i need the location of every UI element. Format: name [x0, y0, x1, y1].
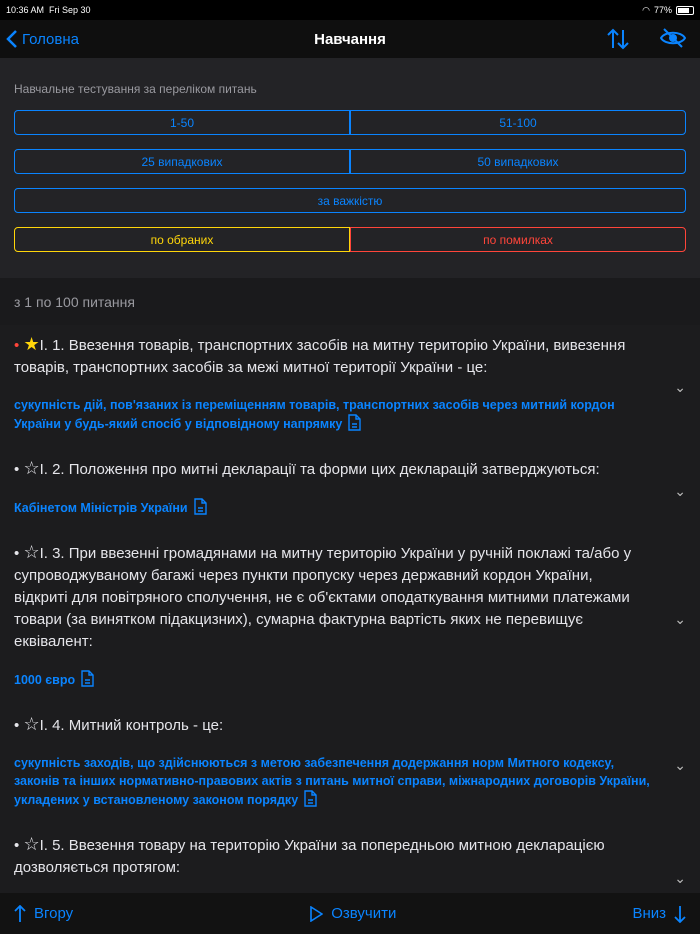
scroll-up-label: Вгору — [34, 905, 74, 922]
bottom-toolbar — [0, 893, 700, 934]
chevron-down-icon[interactable]: ⌄ — [674, 870, 686, 886]
status-date: Fri Sep 30 — [49, 5, 91, 15]
document-icon[interactable] — [348, 414, 361, 431]
chevron-down-icon[interactable]: ⌄ — [674, 611, 686, 627]
answer-text: сукупність дій, пов'язаних із переміщенням товарів, транспортних засобів через митний кордон України у будь-який спосіб у відповідному напрямку — [14, 398, 615, 431]
sort-arrows-icon[interactable] — [606, 28, 630, 50]
list-item[interactable] — [0, 705, 700, 809]
question-text: I. 1. Ввезення товарів, транспортних засобів на митну територію України, вивезення товарів, транспортних засобів за межі митної території України - це: — [14, 337, 626, 376]
by-difficulty-button[interactable]: за важкістю — [14, 188, 686, 213]
status-time: 10:36 AM — [6, 5, 45, 15]
question-text: I. 5. Ввезення товару на територію України за попередньою митною декларацією дозволяється протягом: — [14, 837, 605, 876]
wifi-icon: ◠ — [642, 4, 650, 15]
list-item[interactable] — [0, 325, 700, 433]
bullet: • — [14, 337, 20, 354]
page-title: Навчання — [314, 30, 386, 48]
list-item[interactable] — [0, 825, 700, 893]
range-1-50-button[interactable]: 1-50 — [14, 110, 350, 135]
speak-label: Озвучити — [331, 905, 397, 922]
bullet: • — [14, 837, 20, 854]
star-filled-icon[interactable]: ★ — [23, 334, 40, 354]
question-text: I. 2. Положення про митні декларації та форми цих декларацій затверджуються: — [39, 461, 600, 478]
chevron-down-icon[interactable]: ⌄ — [674, 379, 686, 395]
question-text: I. 4. Митний контроль - це: — [39, 717, 224, 734]
bullet: • — [14, 717, 20, 734]
status-bar — [0, 0, 700, 20]
play-icon — [309, 906, 323, 922]
back-button[interactable] — [6, 29, 79, 49]
arrow-down-icon — [674, 905, 686, 923]
scroll-down-label: Вниз — [632, 905, 666, 922]
scroll-down-button[interactable] — [632, 905, 686, 923]
document-icon[interactable] — [304, 790, 317, 807]
document-icon[interactable] — [194, 498, 207, 515]
favorites-button[interactable]: по обраних — [14, 227, 350, 252]
chevron-down-icon[interactable]: ⌄ — [674, 757, 686, 773]
question-text: I. 3. При ввезенні громадянами на митну територію України у ручній поклажі та/або у супроводжуваному багажі через пункти пропуску через державний кордон України, відкриті для повітряного сполучення, не є об'єктами оподаткування митними платежами товари (за винятком підакцизних), сумарна фактурна вартість яких не перевищує еквівалент: — [14, 545, 632, 650]
chevron-down-icon[interactable]: ⌄ — [674, 483, 686, 499]
question-list[interactable] — [0, 325, 700, 893]
bullet: • — [14, 545, 20, 562]
back-label: Головна — [22, 30, 79, 48]
battery-icon — [676, 6, 694, 15]
star-outline-icon[interactable]: ☆ — [23, 834, 40, 854]
chevron-left-icon — [6, 29, 18, 49]
battery-percent: 77% — [653, 5, 672, 15]
document-icon[interactable] — [81, 670, 94, 687]
scroll-up-button[interactable] — [14, 905, 73, 923]
bullet: • — [14, 461, 20, 478]
speak-button[interactable] — [309, 905, 396, 922]
panel-caption: Навчальне тестування за переліком питань — [14, 82, 257, 96]
errors-button[interactable]: по помилках — [350, 227, 686, 252]
nav-bar — [0, 20, 700, 58]
range-51-100-button[interactable]: 51-100 — [350, 110, 686, 135]
list-item[interactable] — [0, 533, 700, 689]
random-25-button[interactable]: 25 випадкових — [14, 149, 350, 174]
list-item[interactable] — [0, 449, 700, 517]
star-outline-icon[interactable]: ☆ — [23, 458, 40, 478]
random-50-button[interactable]: 50 випадкових — [350, 149, 686, 174]
answer-text: 1000 євро — [14, 673, 76, 687]
arrow-up-icon — [14, 905, 26, 923]
star-outline-icon[interactable]: ☆ — [23, 714, 40, 734]
star-outline-icon[interactable]: ☆ — [23, 542, 40, 562]
answer-text: сукупність заходів, що здійснюються з метою забезпечення додержання норм Митного кодексу, законів та інших нормативно-правових актів з питань митної справи, міжнародних договорів України, укладених у встановленому законом порядку — [14, 756, 650, 807]
answer-text: Кабінетом Міністрів України — [14, 501, 188, 515]
eye-slash-icon[interactable] — [660, 28, 686, 48]
section-header: з 1 по 100 питання — [0, 278, 700, 325]
test-mode-panel — [0, 58, 700, 278]
